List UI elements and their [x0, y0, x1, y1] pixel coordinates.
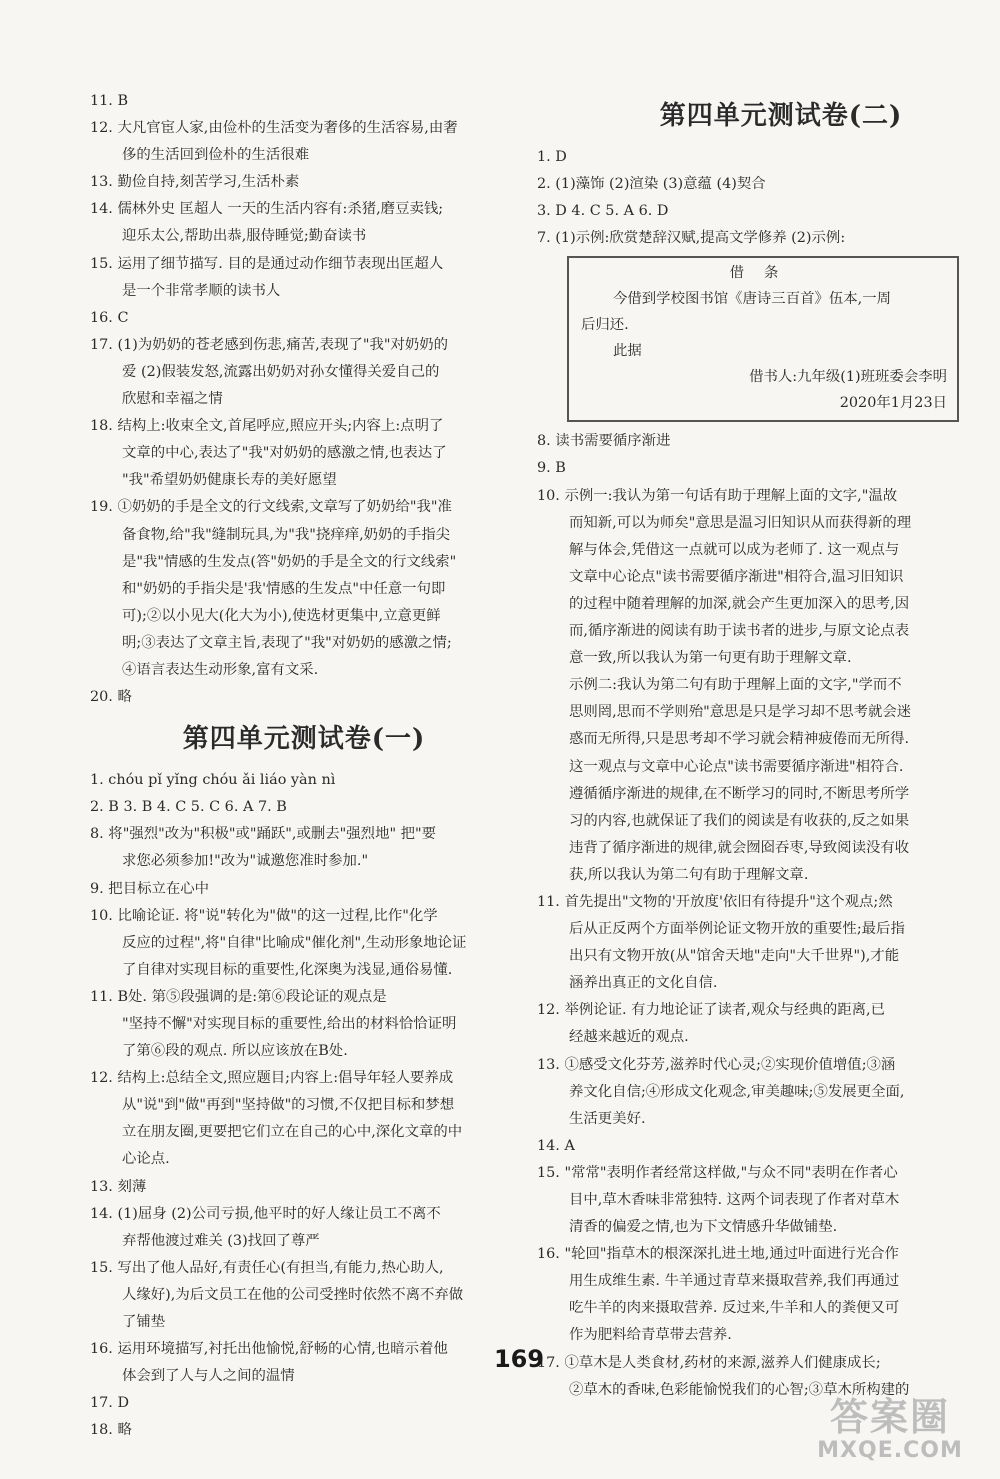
watermark-logo: 答案圈	[829, 1395, 950, 1439]
answer-line: 弃帮他渡过难关 (3)找回了尊严	[122, 1232, 320, 1249]
answer-line: 20. 略	[90, 689, 132, 706]
answer-line: 14. A	[537, 1137, 575, 1154]
answer-line: 9. 把目标立在心中	[90, 880, 210, 897]
answer-line: 从"说"到"做"再到"坚持做"的习惯,不仅把目标和梦想	[122, 1097, 455, 1114]
answer-line: 获,所以我认为第二句有助于理解文章.	[569, 866, 809, 883]
left-column	[90, 88, 518, 1445]
answer-line: 侈的生活回到俭朴的生活很难	[122, 147, 310, 164]
answer-line: 是一个非常孝顺的读书人	[122, 282, 281, 299]
answer-line: 生活更美好.	[569, 1110, 646, 1127]
answer-line: 11. 首先提出"文物的'开放度'依旧有待提升"这个观点;然	[537, 893, 893, 910]
answer-line: 违背了循序渐进的规律,就会囫囵吞枣,导致阅读没有收	[569, 839, 910, 856]
answer-line: 惑而无所得,只是思考却不学习就会精神疲倦而无所得.	[569, 731, 910, 748]
answer-line: 养文化自信;④形成文化观念,审美趣味;⑤发展更全面,	[569, 1083, 905, 1100]
answer-line: 解与体会,凭借这一点就可以成为老师了. 这一观点与	[569, 541, 900, 558]
answer-line: 12. 大凡官宦人家,由俭朴的生活变为奢侈的生活容易,由奢	[90, 120, 458, 137]
answer-line: 意一致,所以我认为第一句更有助于理解文章.	[569, 650, 852, 667]
answer-line: 遵循循序渐进的规律,在不断学习的同时,不断思考所学	[569, 785, 910, 802]
page-number: 169	[493, 1345, 545, 1373]
answer-line: 示例二:我认为第二句有助于理解上面的文字,"学而不	[569, 677, 902, 694]
loan-note-signature: 借书人:九年级(1)班班委会李明	[749, 369, 947, 386]
answer-line: 后从正反两个方面举例论证文物开放的重要性;最后指	[569, 921, 905, 938]
answer-line: 备食物,给"我"缝制玩具,为"我"挠痒痒,奶奶的手指尖	[122, 526, 451, 543]
answer-line: 17. D	[90, 1395, 129, 1412]
answer-line: 是"我"情感的生发点(答"奶奶的手是全文的行文线索"	[122, 553, 457, 570]
answer-line: 文章的中心,表达了"我"对奶奶的感激之情,也表达了	[122, 445, 447, 462]
answer-line: 9. B	[537, 460, 566, 477]
answer-line: 了第⑥段的观点. 所以应该放在B处.	[122, 1043, 348, 1060]
answer-line: 12. 举例论证. 有力地论证了读者,观众与经典的距离,已	[537, 1002, 885, 1019]
answer-line: 18. 略	[90, 1422, 132, 1439]
answer-line: ④语言表达生动形象,富有文采.	[122, 661, 319, 678]
answer-line: 3. D 4. C 5. A 6. D	[537, 203, 669, 220]
answer-line: 16. 运用环境描写,衬托出他愉悦,舒畅的心情,也暗示着他	[90, 1341, 448, 1358]
answer-line: 10. 比喻论证. 将"说"转化为"做"的这一过程,比作"化学	[90, 907, 438, 924]
answer-line: 明;③表达了文章主旨,表现了"我"对奶奶的感激之情;	[122, 634, 452, 651]
answer-line: 心论点.	[122, 1151, 170, 1168]
answer-line: 10. 示例一:我认为第一句话有助于理解上面的文字,"温故	[537, 487, 898, 504]
answer-line: 15. 写出了他人品好,有责任心(有担当,有能力,热心助人,	[90, 1259, 444, 1276]
answer-line: 经越来越近的观点.	[569, 1029, 689, 1046]
answer-line: 用生成维生素. 牛羊通过青草来摄取营养,我们再通过	[569, 1273, 900, 1290]
answer-line: 求您必须参加!"改为"诚邀您准时参加."	[122, 853, 369, 870]
answer-line: 作为肥料给青草带去营养.	[569, 1327, 732, 1344]
answer-line: 14. (1)屈身 (2)公司亏损,他平时的好人缘让员工不离不	[90, 1205, 441, 1222]
answer-line: 2. (1)藻饰 (2)渲染 (3)意蕴 (4)契合	[537, 176, 766, 193]
answer-line: 吃牛羊的肉来摄取营养. 反过来,牛羊和人的粪便又可	[569, 1300, 900, 1317]
answer-line: 目中,草木香味非常独特. 这两个词表现了作者对草木	[569, 1192, 900, 1208]
answer-line: 7. (1)示例:欣赏楚辞汉赋,提高文学修养 (2)示例:	[537, 230, 846, 247]
answer-line: 1. D	[537, 149, 567, 165]
answer-line: 12. 结构上:总结全文,照应题目;内容上:倡导年轻人要养成	[90, 1070, 454, 1087]
answer-line: 而,循序渐进的阅读有助于读书者的进步,与原文论点表	[569, 623, 910, 640]
loan-note-title: 借条	[729, 265, 799, 282]
loan-note-date: 2020年1月23日	[839, 395, 947, 412]
answer-line: 16. C	[90, 309, 129, 326]
answer-line: "我"希望奶奶健康长寿的美好愿望	[122, 472, 337, 489]
loan-note	[567, 256, 959, 422]
loan-note-body: 后归还.	[581, 317, 629, 334]
answer-line: 13. ①感受文化芬芳,滋养时代心灵;②实现价值增值;③涵	[537, 1056, 896, 1073]
answer-line: 17. (1)为奶奶的苍老感到伤悲,痛苦,表现了"我"对奶奶的	[90, 336, 449, 353]
answer-line: ②草木的香味,色彩能愉悦我们的心智;③草木所构建的	[569, 1381, 910, 1398]
answer-line: 8. 将"强烈"改为"积极"或"踊跃",或删去"强烈地" 把"要	[90, 826, 437, 843]
answer-line: 涵养出真正的文化自信.	[569, 975, 718, 992]
answer-line: 13. 勤俭自持,刻苦学习,生活朴素	[90, 174, 300, 191]
answer-line: 15. 运用了细节描写. 目的是通过动作细节表现出匡超人	[90, 255, 444, 272]
answer-line: 的过程中随着理解的加深,就会产生更加深入的思考,因	[569, 595, 910, 612]
answer-line: 19. ①奶奶的手是全文的行文线索,文章写了奶奶给"我"准	[90, 499, 452, 516]
answer-line: 习的内容,也就保证了我们的阅读是有收获的,反之如果	[569, 812, 910, 829]
answer-line: 13. 刻薄	[90, 1178, 147, 1195]
watermark-url: MXQE.COM	[817, 1438, 963, 1463]
answer-line: 清香的偏爱之情,也为下文情感升华做铺垫.	[569, 1219, 838, 1236]
answer-line: 这一观点与文章中心论点"读书需要循序渐进"相符合.	[569, 758, 904, 775]
answer-line: 2. B 3. B 4. C 5. C 6. A 7. B	[90, 799, 287, 816]
answer-line: 16. "轮回"指草木的根深深扎进土地,通过叶面进行光合作	[537, 1246, 899, 1263]
answer-line: 而知新,可以为师矣"意思是温习旧知识从而获得新的理	[569, 514, 912, 531]
answer-line: 和"奶奶的手指尖是'我'情感的生发点"中任意一句即	[122, 580, 446, 597]
answer-line: 爱 (2)假装发怒,流露出奶奶对孙女懂得关爱自己的	[122, 363, 440, 380]
answer-line: 人缘好),为后文员工在他的公司受挫时依然不离不弃做	[122, 1286, 464, 1303]
answer-line: 了铺垫	[122, 1314, 166, 1331]
answer-line: 出只有文物开放(从"馆舍天地"走向"大千世界"),才能	[569, 948, 900, 965]
answer-line: "坚持不懈"对实现目标的重要性,给出的材料恰恰证明	[122, 1016, 457, 1032]
loan-note-body: 今借到学校图书馆《唐诗三百首》伍本,一周	[613, 291, 891, 308]
section-heading: 第四单元测试卷(一)	[182, 724, 426, 755]
answer-line: 15. "常常"表明作者经常这样做,"与众不同"表明在作者心	[537, 1164, 898, 1181]
answer-line: 思则罔,思而不学则殆"意思是只是学习却不思考就会迷	[569, 704, 912, 721]
answer-line: 可);②以小见大(化大为小),使选材更集中,立意更鲜	[122, 607, 441, 624]
answer-line: 18. 结构上:收束全文,首尾呼应,照应开头;内容上:点明了	[90, 418, 444, 435]
answer-line: 14. 儒林外史 匡超人 一天的生活内容有:杀猪,磨豆卖钱;	[90, 201, 444, 218]
answer-line: 11. B	[90, 93, 129, 109]
answer-line: 文章中心论点"读书需要循序渐进"相符合,温习旧知识	[569, 568, 904, 585]
answer-line: 立在朋友圈,更要把它们立在自己的心中,深化文章的中	[122, 1124, 463, 1141]
right-column	[537, 88, 965, 1404]
answer-line: 17. ①草木是人类食材,药材的来源,滋养人们健康成长;	[537, 1354, 881, 1371]
answer-line: 1. chóu pǐ yǐng chóu ǎi liáo yàn nì	[90, 772, 336, 789]
section-heading: 第四单元测试卷(二)	[659, 101, 903, 131]
answer-line: 反应的过程",将"自律"比喻成"催化剂",生动形象地论证	[122, 934, 467, 951]
loan-note-closing: 此据	[613, 343, 642, 360]
answer-line: 体会到了人与人之间的温情	[122, 1368, 295, 1385]
answer-line: 11. B处. 第⑤段强调的是:第⑥段论证的观点是	[90, 988, 387, 1005]
watermark	[805, 1395, 975, 1467]
answer-line: 8. 读书需要循序渐进	[537, 433, 671, 450]
answer-line: 了自律对实现目标的重要性,化深奥为浅显,通俗易懂.	[122, 961, 453, 978]
answer-line: 欣慰和幸福之情	[122, 391, 223, 408]
answer-line: 迎乐太公,帮助出恭,服侍睡觉;勤奋读书	[122, 228, 367, 245]
